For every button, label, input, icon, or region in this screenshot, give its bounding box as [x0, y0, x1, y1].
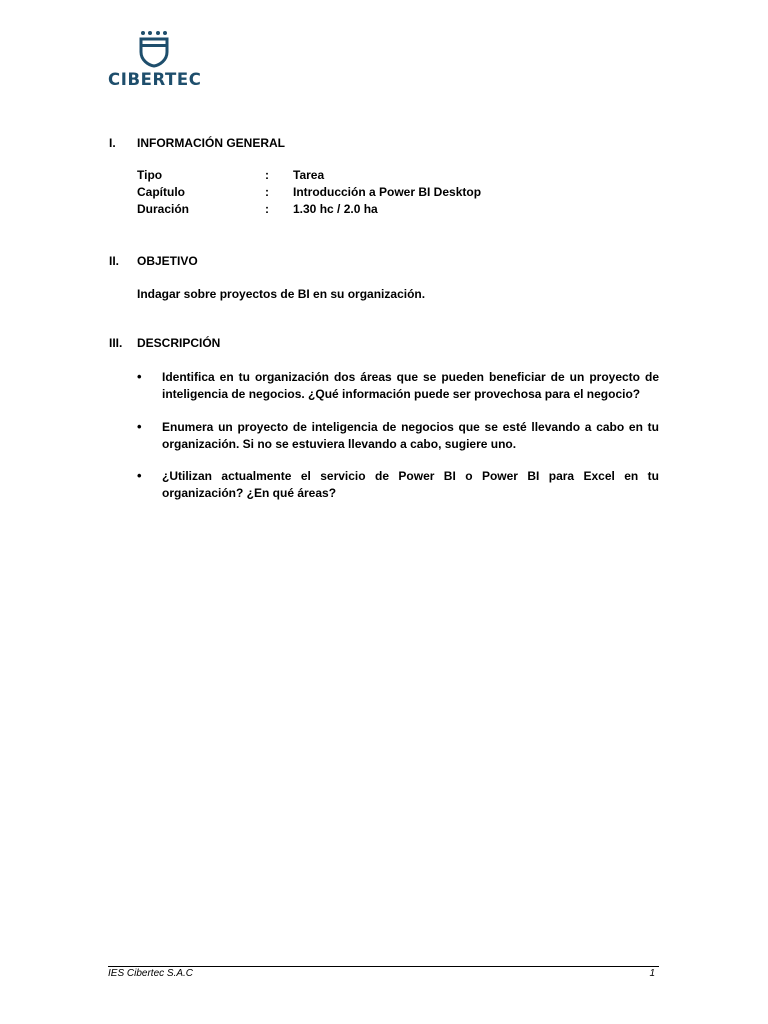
bullet-text: ¿Utilizan actualmente el servicio de Power BI o Power BI para Excel en tu organización? ¿En qué áreas? — [162, 469, 659, 500]
section-title: DESCRIPCIÓN — [137, 336, 221, 350]
bullet-text: Identifica en tu organización dos áreas que se pueden beneficiar de un proyecto de inteligencia de negocios. ¿Qué información puede ser provechosa para el negocio? — [162, 370, 659, 401]
section-title: INFORMACIÓN GENERAL — [137, 136, 285, 150]
info-label: Capítulo — [137, 185, 185, 199]
section-number: II. — [109, 254, 120, 268]
footer-divider — [108, 966, 659, 967]
info-separator: : — [265, 202, 269, 216]
bullet-icon: • — [137, 369, 142, 384]
info-value: Tarea — [293, 168, 325, 182]
logo-text: CIBERTEC — [108, 70, 202, 89]
bullet-icon: • — [137, 419, 142, 434]
footer-company: IES Cibertec S.A.C — [108, 968, 194, 979]
info-value: Introducción a Power BI Desktop — [293, 185, 482, 199]
page-number: 1 — [649, 968, 655, 979]
section-number: III. — [109, 336, 123, 350]
section-heading-descripcion — [109, 336, 220, 350]
shield-crest-icon — [138, 30, 170, 68]
info-label: Tipo — [137, 168, 163, 182]
info-separator: : — [265, 185, 269, 199]
section-number: I. — [109, 136, 116, 150]
bullet-icon: • — [137, 468, 142, 483]
info-label: Duración — [137, 202, 190, 216]
section-title: OBJETIVO — [137, 254, 198, 268]
objective-text: Indagar sobre proyectos de BI en su organización. — [137, 287, 426, 301]
list-item — [137, 369, 659, 402]
section-heading-objetivo — [109, 254, 198, 268]
section-heading-general-info — [109, 136, 285, 150]
list-item — [137, 468, 659, 501]
list-item — [137, 419, 659, 452]
info-value: 1.30 hc / 2.0 ha — [293, 202, 378, 216]
bullet-text: Enumera un proyecto de inteligencia de negocios que se esté llevando a cabo en tu organización. Si no se estuviera llevando a cabo, sugiere uno. — [162, 420, 659, 451]
info-separator: : — [265, 168, 269, 182]
cibertec-logo — [108, 30, 200, 90]
